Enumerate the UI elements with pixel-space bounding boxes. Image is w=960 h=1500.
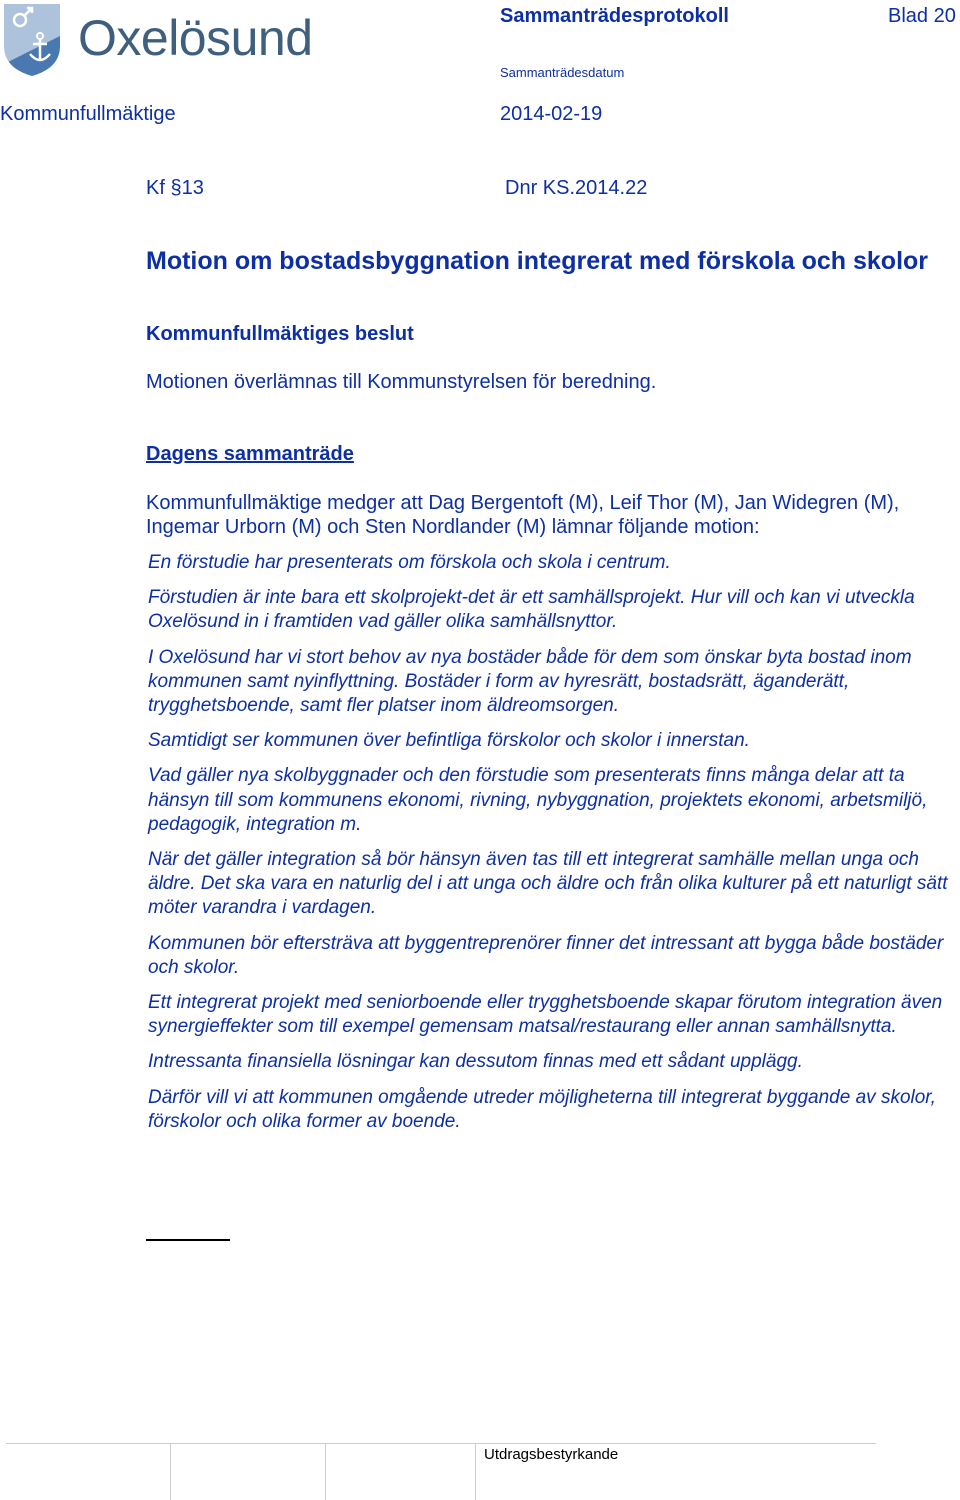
motion-paragraph: Vad gäller nya skolbyggnader och den förstudie som presenterats finns många delar att ta hänsyn till som kommunens ekonomi, rivning, nybyggnation, projektets ekonomi, arbetsmiljö, pedagogik, integration m.	[148, 765, 928, 835]
motion-paragraph: Kommunen bör eftersträva att byggentreprenörer finner det intressant att bygga både bostäder och skolor.	[148, 932, 944, 978]
footer-cell-divider	[325, 1443, 326, 1500]
meeting-heading: Dagens sammanträde	[146, 443, 354, 465]
footer-cell-divider	[475, 1443, 476, 1500]
document-type: Sammanträdesprotokoll	[500, 5, 729, 27]
date-label: Sammanträdesdatum	[500, 65, 625, 80]
motion-paragraph: En förstudie har presenterats om förskola och skola i centrum.	[148, 552, 671, 573]
intro-text: Kommunfullmäktige medger att Dag Bergentoft (M), Leif Thor (M), Jan Widegren (M), Ingemar Urborn (M) och Sten Nordlander (M) lämnar följande motion:	[146, 492, 900, 538]
motion-paragraph: När det gäller integration så bör hänsyn även tas till ett integrerat samhälle mellan unga och äldre. Det ska vara en naturlig del i att unga och äldre och från olika kulturer på ett naturligt sätt möter varandra i vardagen.	[148, 849, 948, 919]
decision-heading: Kommunfullmäktiges beslut	[146, 323, 414, 345]
footer-cell-divider	[170, 1443, 171, 1500]
oxelosund-coat-of-arms-icon	[2, 2, 62, 78]
end-divider	[146, 1239, 230, 1241]
municipality-logo	[0, 0, 340, 80]
paragraph-number: Kf §13	[146, 177, 204, 199]
diary-number: Dnr KS.2014.22	[505, 177, 648, 199]
meeting-date: 2014-02-19	[500, 103, 603, 125]
footer-rule	[6, 1443, 876, 1444]
motion-paragraph: Samtidigt ser kommunen över befintliga förskolor och skolor i innerstan.	[148, 730, 750, 752]
certification-label: Utdragsbestyrkande	[484, 1446, 619, 1463]
meeting-body: Kommunfullmäktige	[0, 103, 176, 125]
motion-paragraph: Därför vill vi att kommunen omgående utreder möjligheterna till integrerat byggande av skolor, förskolor och olika former av boende.	[148, 1086, 936, 1132]
motion-paragraph: Intressanta finansiella lösningar kan dessutom finnas med ett sådant upplägg.	[148, 1051, 803, 1073]
page-number: Blad 20	[888, 5, 956, 27]
page-title: Motion om bostadsbyggnation integrerat med förskola och skolor	[146, 247, 929, 275]
motion-paragraph: I Oxelösund har vi stort behov av nya bostäder både för dem som önskar byta bostad inom kommunen samt nyinflyttning. Bostäder i form av hyresrätt, bostadsrätt, äganderätt, trygghetsboende, samt fler platser inom äldreomsorgen.	[148, 646, 912, 717]
motion-paragraph: Ett integrerat projekt med seniorboende eller trygghetsboende skapar förutom integration även synergieffekter som till exempel gemensam matsal/restaurang eller annan samhällsnytta.	[148, 992, 943, 1038]
decision-text: Motionen överlämnas till Kommunstyrelsen för beredning.	[146, 371, 657, 393]
logo-wordmark: Oxelösund	[78, 10, 313, 66]
motion-text	[148, 551, 948, 1145]
motion-paragraph: Förstudien är inte bara ett skolprojekt-det är ett samhällsprojekt. Hur vill och kan vi utveckla Oxelösund in i framtiden vad gäller olika samhällsnyttor.	[148, 587, 915, 633]
